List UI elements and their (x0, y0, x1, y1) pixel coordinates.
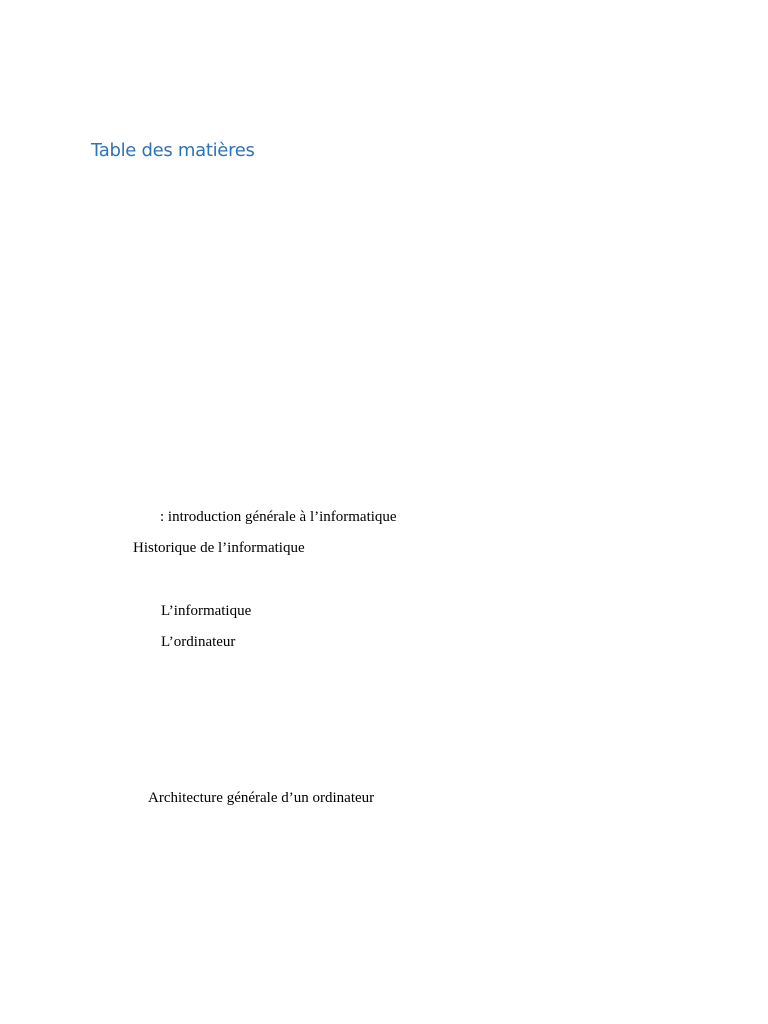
toc-entry-architecture: Architecture générale d’un ordinateur (148, 790, 375, 806)
toc-entry-historique: Historique de l’informatique (133, 540, 305, 556)
toc-entry-chapter-1: : introduction générale à l’informatique (160, 509, 397, 525)
toc-entry-ordinateur: L’ordinateur (161, 634, 236, 650)
toc-entry-informatique: L’informatique (161, 603, 252, 619)
toc-heading: Table des matières (91, 140, 255, 161)
